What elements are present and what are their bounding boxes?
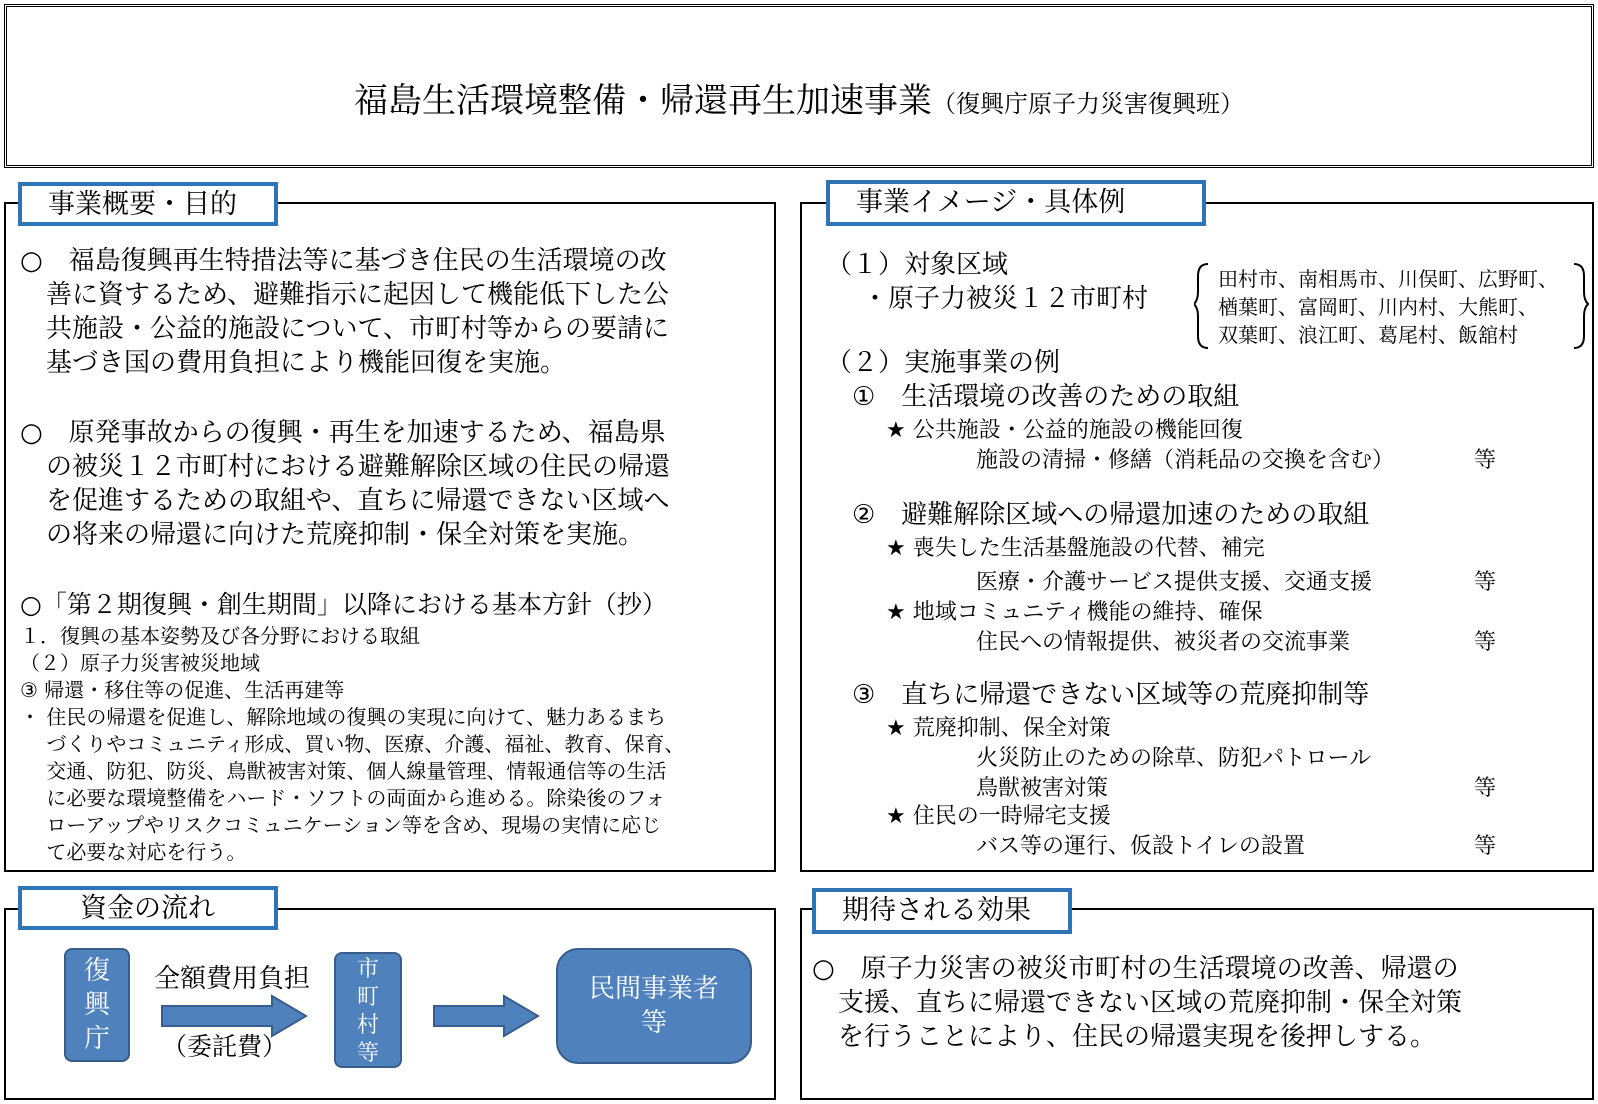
muni-char: 市: [356, 957, 379, 982]
policy-line: ・ 住民の帰還を促進し、解除地域の復興の実現に向けて、魅力あるまち: [20, 705, 666, 729]
ex2-etc-2: 等: [1474, 630, 1497, 655]
ex2-star1: ★ 喪失した生活基盤施設の代替、補完: [886, 536, 1265, 561]
cost-note: （委託費）: [162, 1032, 288, 1061]
title-main: 福島生活環境整備・帰還再生加速事業: [354, 81, 932, 121]
ex2-heading: ② 避難解除区域への帰還加速のための取組: [852, 500, 1370, 530]
policy-line: （２）原子力災害被災地域: [20, 651, 260, 675]
ex3-detail1a: 火災防止のための除草、防犯パトロール: [976, 746, 1372, 771]
municipality-line: 楢葉町、富岡町、川内村、大熊町、: [1218, 295, 1538, 319]
image-label: 事業イメージ・具体例: [826, 180, 1206, 226]
policy-line: ローアップやリスクコミュニケーション等を含め、現場の実情に応じ: [20, 813, 662, 837]
arrow-shape: [434, 996, 538, 1036]
ex3-star1: ★ 荒廃抑制、保全対策: [886, 716, 1111, 741]
policy-line: て必要な対応を行う。: [20, 840, 247, 864]
ex2-detail2: 住民への情報提供、被災者の交流事業: [976, 630, 1351, 655]
overview-para2-l3: を促進するための取組や、直ちに帰還できない区域へ: [20, 486, 670, 516]
municipality-box: [334, 952, 402, 1068]
ex1-star1: ★ 公共施設・公益的施設の機能回復: [886, 418, 1243, 443]
flow-arrow-right-icon: [432, 994, 542, 1038]
right-bracket: [1574, 264, 1588, 348]
agency-char: 興: [83, 990, 110, 1020]
municipality-line: 双葉町、浪江町、葛尾村、飯舘村: [1218, 323, 1518, 347]
private-line: 等: [640, 1008, 667, 1038]
agency-char: 庁: [83, 1024, 110, 1054]
ex3-detail2: バス等の運行、仮設トイレの設置: [976, 834, 1305, 859]
overview-para2-l2: の被災１２市町村における避難解除区域の住民の帰還: [20, 452, 671, 482]
ex2-detail1: 医療・介護サービス提供支援、交通支援: [976, 570, 1373, 595]
policy-line: づくりやコミュニティ形成、買い物、医療、介護、福祉、教育、保育、: [20, 732, 685, 756]
effect-line: ○ 原子力災害の被災市町村の生活環境の改善、帰還の: [812, 954, 1459, 984]
agency-box: [64, 948, 130, 1062]
private-operator-box: [556, 948, 752, 1064]
ex3-detail1b: 鳥獣被害対策: [976, 776, 1109, 801]
overview-para1-l3: 共施設・公益的施設について、市町村等からの要請に: [20, 314, 669, 344]
overview-para1-l2: 善に資するため、避難指示に起因して機能低下した公: [20, 280, 669, 310]
ex3-heading: ③ 直ちに帰還できない区域等の荒廃抑制等: [852, 680, 1370, 710]
ex1-heading: ① 生活環境の改善のための取組: [852, 382, 1240, 412]
private-line: 民間事業者: [588, 974, 719, 1004]
cost-label: 全額費用負担: [154, 964, 311, 994]
ex3-star2: ★ 住民の一時帰宅支援: [886, 804, 1111, 829]
title-sub: （復興庁原子力災害復興班）: [932, 90, 1244, 118]
overview-label: 事業概要・目的: [18, 182, 278, 226]
ex3-etc-2: 等: [1474, 834, 1497, 859]
title-box: [4, 4, 1594, 168]
policy-line: ③ 帰還・移住等の促進、生活再建等: [20, 678, 345, 702]
muni-char: 村: [356, 1013, 379, 1038]
overview-para2-l1: ○ 原発事故からの復興・再生を加速するため、福島県: [20, 418, 666, 448]
flow-label: 資金の流れ: [18, 886, 278, 930]
area-item: ・原子力被災１２市町村: [862, 284, 1149, 314]
muni-char: 町: [356, 985, 379, 1010]
effect-label: 期待される効果: [812, 888, 1072, 934]
effect-line: を行うことにより、住民の帰還実現を後押しする。: [812, 1022, 1437, 1052]
left-bracket: [1194, 264, 1208, 348]
examples-heading: （２）実施事業の例: [826, 348, 1061, 378]
overview-para2-l4: の将来の帰還に向けた荒廃抑制・保全対策を実施。: [20, 520, 645, 550]
overview-para1-l4: 基づき国の費用負担により機能回復を実施。: [20, 348, 567, 378]
policy-heading: ○「第２期復興・創生期間」以降における基本方針（抄）: [20, 590, 667, 619]
page-title: [7, 73, 1591, 122]
municipality-line: 田村市、南相馬市、川俣町、広野町、: [1218, 267, 1558, 291]
area-heading: （１）対象区域: [826, 250, 1009, 280]
ex1-etc: 等: [1474, 448, 1497, 473]
agency-char: 復: [83, 956, 110, 986]
ex3-etc-1: 等: [1474, 776, 1497, 801]
effect-line: 支援、直ちに帰還できない区域の荒廃抑制・保全対策: [812, 988, 1463, 1018]
ex2-etc-1: 等: [1474, 570, 1497, 595]
policy-line: １．復興の基本姿勢及び各分野における取組: [20, 624, 420, 648]
overview-para1-l1: ○ 福島復興再生特措法等に基づき住民の生活環境の改: [20, 246, 667, 276]
policy-line: に必要な環境整備をハード・ソフトの両面から進める。除染後のフォ: [20, 786, 666, 810]
ex2-star2: ★ 地域コミュニティ機能の維持、確保: [886, 600, 1263, 625]
policy-line: 交通、防犯、防災、鳥獣被害対策、個人線量管理、情報通信等の生活: [20, 759, 667, 783]
muni-char: 等: [356, 1041, 379, 1066]
ex1-detail1: 施設の清掃・修繕（消耗品の交換を含む）: [976, 448, 1395, 473]
